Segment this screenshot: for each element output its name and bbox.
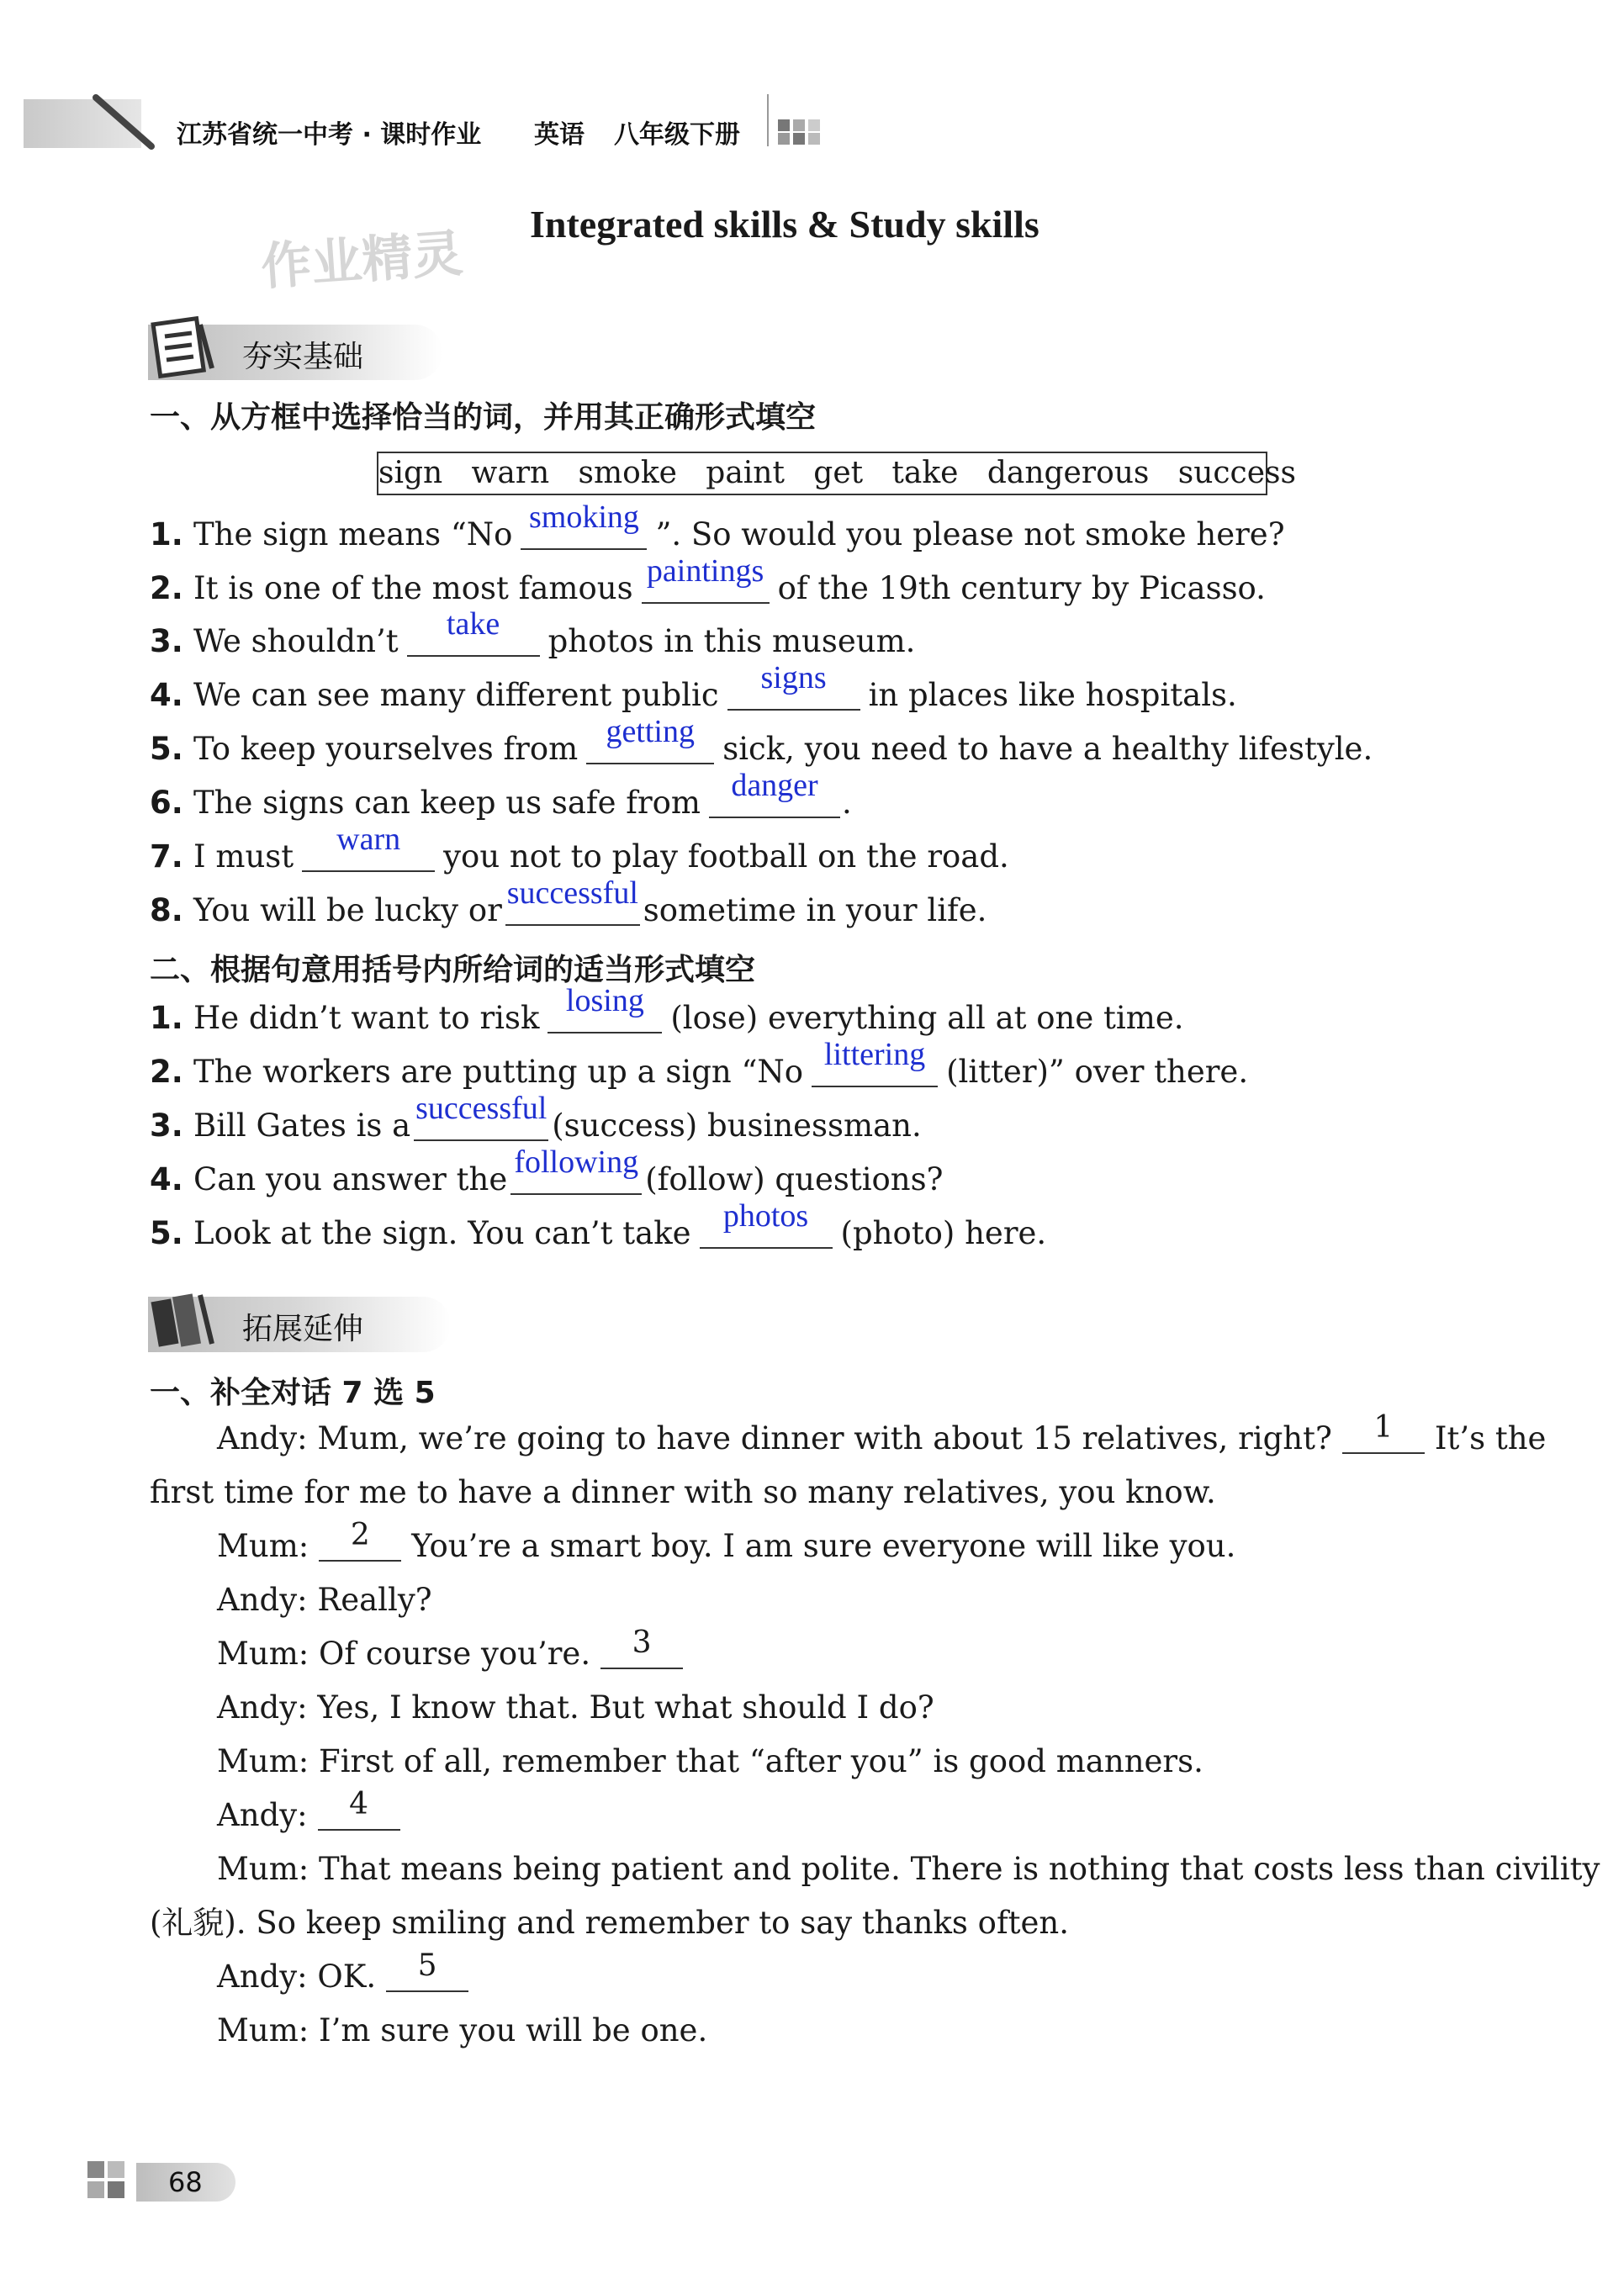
list-item: 7. I must warn you not to play football on the road. [150, 822, 1009, 875]
page-title: Integrated skills & Study skills [530, 203, 1039, 246]
dialogue-blank[interactable]: 4 [318, 1797, 400, 1831]
header-subject: 英语 [534, 120, 585, 150]
answer-blank[interactable]: littering [812, 1054, 938, 1087]
answer-blank[interactable]: signs [727, 677, 860, 711]
answer-blank[interactable]: photos [700, 1215, 833, 1249]
dialogue-line: Andy: 4 [217, 1795, 410, 1837]
list-item: 1. He didn’t want to risk losing (lose) everything all at one time. [150, 983, 1184, 1036]
list-item: 8. You will be lucky or successful sometime in your life. [150, 875, 987, 928]
dialogue-blank[interactable]: 5 [386, 1958, 468, 1992]
list-item: 1. The sign means “No smoking ”. So would you please not smoke here? [150, 500, 1285, 552]
list-item: 3. We shouldn’t take photos in this museum. [150, 606, 916, 659]
part1-heading: 一、从方框中选择恰当的词，并用其正确形式填空 [150, 400, 817, 435]
answer-blank[interactable]: successful [505, 892, 640, 926]
answer-blank[interactable]: danger [709, 785, 840, 818]
header-divider [767, 94, 769, 146]
answer-blank[interactable]: successful [414, 1107, 548, 1141]
section-tag-extension-label: 拓展延伸 [242, 1312, 364, 1346]
dialogue-line: (礼貌). So keep smiling and remember to say thanks often. [150, 1905, 1069, 1941]
dialogue-heading: 一、补全对话 7 选 5 [150, 1376, 436, 1410]
answer-blank[interactable]: paintings [642, 570, 770, 604]
answer-blank[interactable]: smoking [521, 516, 647, 550]
page-number: 68 [168, 2166, 203, 2198]
header-book-title: 江苏省统一中考 · 课时作业 [177, 120, 482, 150]
dialogue-line: Mum: First of all, remember that “after you” is good manners. [217, 1743, 1203, 1779]
section-tag-basics-label: 夯实基础 [242, 340, 364, 374]
header-blocks-icon [778, 119, 825, 145]
watermark-logo: 作业精灵 [259, 224, 465, 298]
footer-blocks-icon [87, 2161, 128, 2202]
answer-blank[interactable]: getting [586, 731, 714, 764]
list-item: 4. We can see many different public signs in places like hospitals. [150, 660, 1237, 713]
dialogue-line: first time for me to have a dinner with so many relatives, you know. [150, 1474, 1216, 1510]
answer-blank[interactable]: warn [302, 838, 435, 872]
word-box: sign warn smoke paint get take dangerous success [377, 452, 1267, 495]
list-item: 6. The signs can keep us safe from danger . [150, 768, 852, 821]
answer-blank[interactable]: following [510, 1161, 642, 1195]
dialogue-blank[interactable]: 3 [600, 1636, 683, 1669]
answer-blank[interactable]: losing [548, 1000, 662, 1033]
dialogue-line: Mum: That means being patient and polite. There is nothing that costs less than civility [217, 1851, 1600, 1887]
list-item: 5. To keep yourselves from getting sick, you need to have a healthy lifestyle. [150, 714, 1373, 767]
dialogue-blank[interactable]: 2 [319, 1528, 401, 1562]
dialogue-line: Andy: OK. 5 [217, 1956, 479, 1998]
list-item: 3. Bill Gates is a successful (success) businessman. [150, 1091, 922, 1144]
answer-blank[interactable]: take [407, 623, 540, 657]
dialogue-line: Mum: 2 You’re a smart boy. I am sure everyone will like you. [217, 1518, 1236, 1564]
header-grade: 八年级下册 [614, 120, 740, 150]
dialogue-line: Andy: Yes, I know that. But what should I do? [217, 1689, 934, 1726]
notebook-icon [148, 313, 224, 380]
list-item: 4. Can you answer the following (follow) questions? [150, 1144, 944, 1197]
dialogue-line: Andy: Mum, we’re going to have dinner with about 15 relatives, right? 1 It’s the [217, 1410, 1547, 1456]
books-icon [150, 1285, 225, 1352]
dialogue-line: Andy: Really? [217, 1582, 432, 1618]
dialogue-line: Mum: I’m sure you will be one. [217, 2012, 708, 2048]
list-item: 2. It is one of the most famous paintings of the 19th century by Picasso. [150, 553, 1266, 606]
dialogue-line: Mum: Of course you’re. 3 [217, 1633, 693, 1675]
list-item: 2. The workers are putting up a sign “No littering (litter)” over there. [150, 1037, 1249, 1090]
list-item: 5. Look at the sign. You can’t take photos (photo) here. [150, 1198, 1047, 1251]
dialogue-blank[interactable]: 1 [1342, 1420, 1425, 1454]
part2-heading: 二、根据句意用括号内所给词的适当形式填空 [150, 953, 756, 987]
header-slash-icon [93, 94, 160, 153]
